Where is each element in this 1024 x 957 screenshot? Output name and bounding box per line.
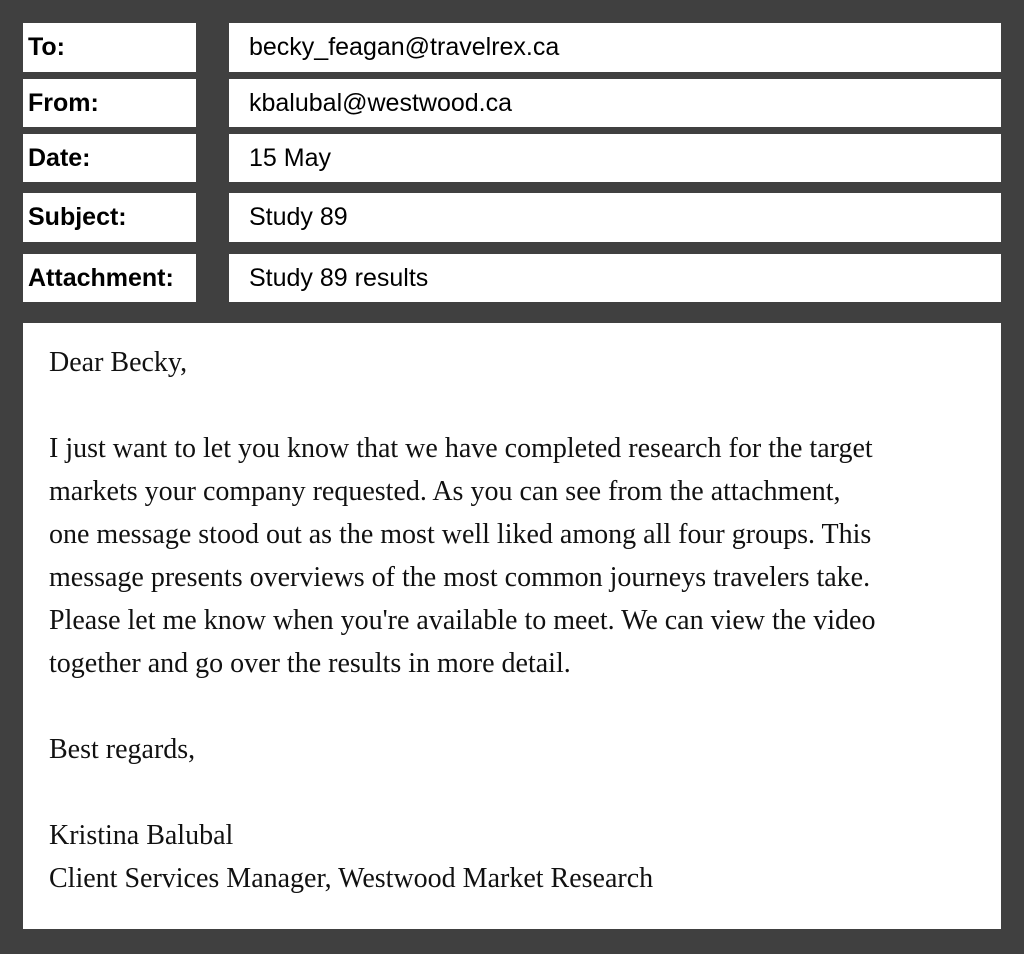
subject-label-text: Subject:: [28, 203, 127, 231]
from-field: [229, 79, 1001, 127]
signature-name: Kristina Balubal: [49, 820, 234, 851]
subject-field: [229, 193, 1001, 242]
date-label: [23, 134, 196, 182]
signature-title: Client Services Manager, Westwood Market Research: [49, 863, 654, 894]
from-value: kbalubal@westwood.ca: [249, 88, 513, 117]
paragraph-line: together and go over the results in more detail.: [49, 648, 571, 679]
date-label-text: Date:: [28, 143, 91, 172]
subject-value: Study 89: [249, 203, 348, 231]
closing: Best regards,: [49, 734, 196, 765]
attachment-label: [23, 254, 196, 302]
paragraph-line: one message stood out as the most well liked among all four groups. This: [49, 519, 872, 550]
paragraph-line: message presents overviews of the most common journeys travelers take.: [49, 562, 871, 593]
to-value: becky_feagan@travelrex.ca: [249, 33, 560, 61]
email-body: [23, 323, 1001, 929]
paragraph-line: Please let me know when you're available to meet. We can view the video: [49, 605, 876, 636]
subject-label: [23, 193, 196, 242]
paragraph-line: I just want to let you know that we have completed research for the target: [49, 433, 873, 464]
date-value: 15 May: [249, 143, 331, 172]
paragraph-line: markets your company requested. As you can see from the attachment,: [49, 476, 841, 507]
date-field: [229, 134, 1001, 182]
from-label-text: From:: [28, 88, 99, 117]
attachment-field[interactable]: [229, 254, 1001, 302]
attachment-label-text: Attachment:: [28, 263, 174, 292]
greeting: Dear Becky,: [49, 347, 188, 378]
to-field: [229, 23, 1001, 72]
spacer: [49, 384, 975, 427]
to-label-text: To:: [28, 33, 66, 61]
spacer: [49, 685, 975, 728]
spacer: [49, 771, 975, 814]
attachment-value[interactable]: Study 89 results: [249, 263, 429, 292]
from-label: [23, 79, 196, 127]
to-label: [23, 23, 196, 72]
